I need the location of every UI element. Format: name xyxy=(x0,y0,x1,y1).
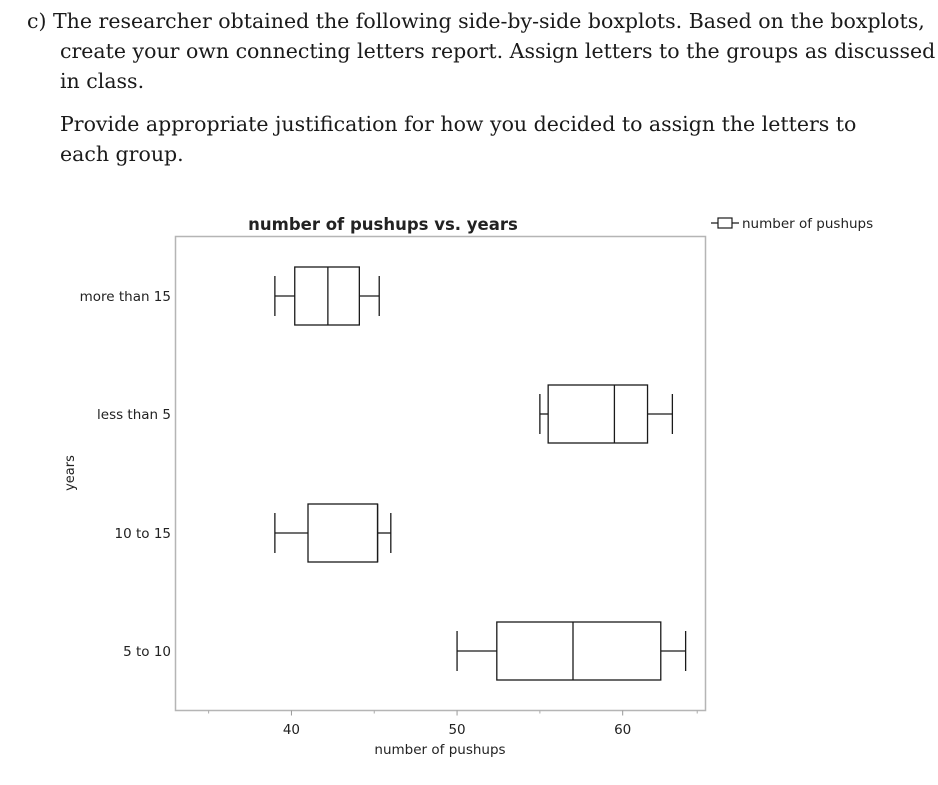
boxplot-group xyxy=(97,385,672,443)
x-tick-label: 60 xyxy=(614,722,632,738)
legend xyxy=(711,216,873,232)
y-category-label: 5 to 10 xyxy=(123,644,171,660)
x-tick-label: 50 xyxy=(448,722,466,738)
y-category-label: less than 5 xyxy=(97,407,171,423)
boxplot-group xyxy=(80,267,380,325)
x-axis-label: number of pushups xyxy=(374,742,506,758)
legend-box-icon xyxy=(718,218,732,228)
y-category-label: 10 to 15 xyxy=(114,526,171,542)
question-text: c) The researcher obtained the following side-by-side boxplots. Based on the boxplots, create your own connecting letters report. Assign letters to the groups as discussed in class. xyxy=(27,9,936,93)
iqr-box xyxy=(295,267,360,325)
boxplot-group xyxy=(123,622,686,680)
boxplots xyxy=(80,267,686,680)
iqr-box xyxy=(548,385,647,443)
x-axis-ticks xyxy=(209,711,698,739)
y-category-label: more than 15 xyxy=(79,289,171,305)
legend-label: number of pushups xyxy=(742,216,874,232)
plot-frame xyxy=(176,237,706,711)
y-axis-label: years xyxy=(63,455,78,491)
x-tick-label: 40 xyxy=(282,722,301,738)
instruction-text: Provide appropriate justification for how you decided to assign the letters to each group. xyxy=(60,112,857,166)
iqr-box xyxy=(308,504,378,562)
iqr-box xyxy=(497,622,661,680)
chart-title: number of pushups vs. years xyxy=(248,215,518,234)
boxplot-group xyxy=(115,504,391,562)
